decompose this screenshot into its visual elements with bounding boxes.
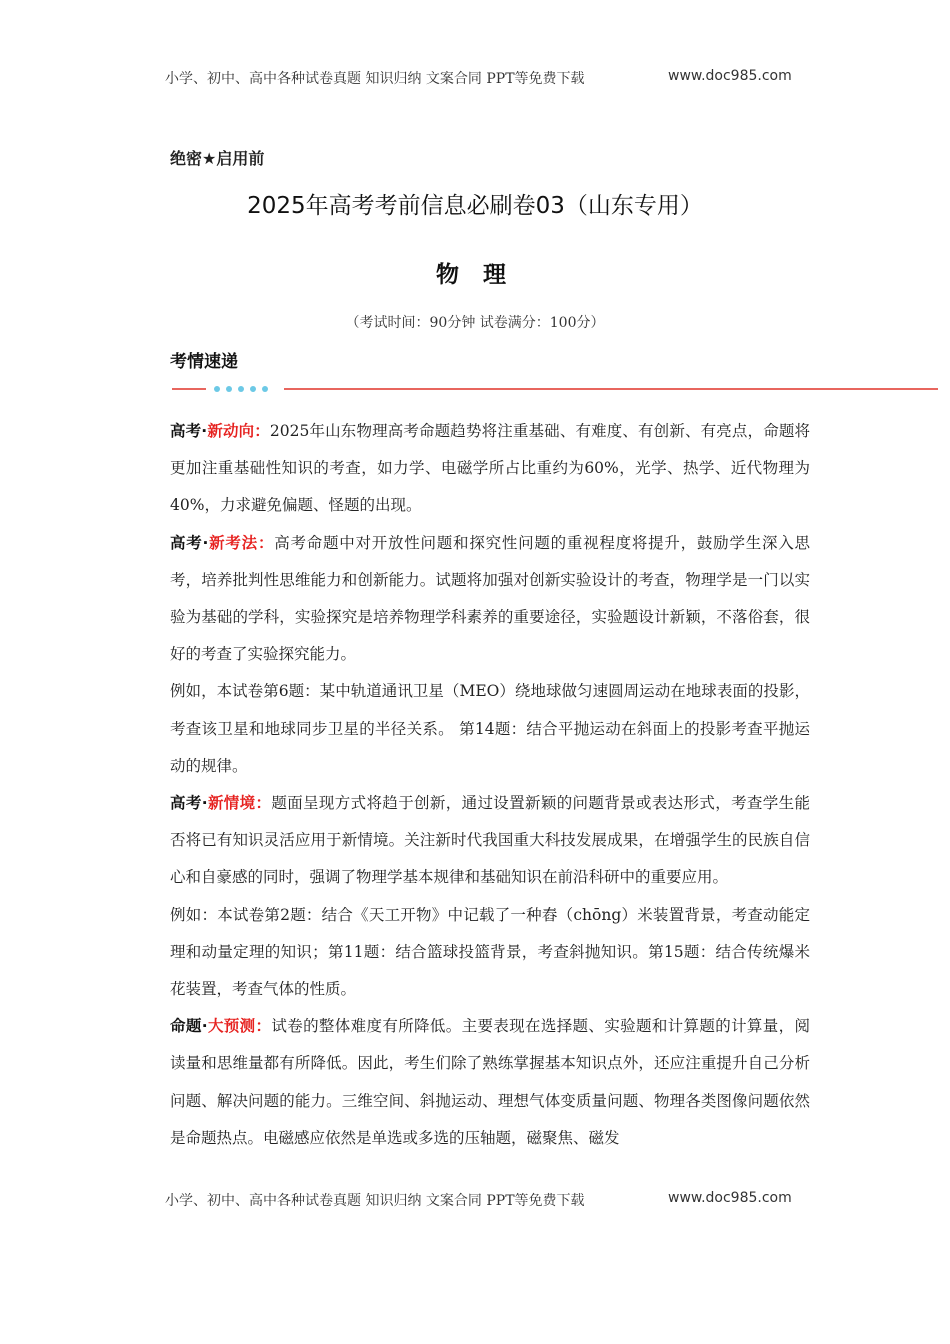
paragraph-new-method	[170, 525, 810, 674]
secret-label: 绝密★启用前	[170, 149, 265, 168]
paragraph-text: 题面呈现方式将趋于创新，通过设置新颖的问题背景或表达形式，考查学生能否将已有知识灵活应用于新情境。关注新时代我国重大科技发展成果，在增强学生的民族自信心和自豪感的同时，强调了物理学基本规律和基础知识在前沿科研中的重要应用。	[170, 794, 810, 887]
header-url: www.doc985.com	[668, 68, 792, 84]
divider-dot	[262, 386, 268, 392]
footer-url: www.doc985.com	[668, 1190, 792, 1206]
divider-dot	[214, 386, 220, 392]
paragraph-sep: ：	[255, 794, 272, 813]
paragraph-new-trend	[170, 413, 810, 525]
divider-line-left	[172, 388, 206, 390]
footer-text: 小学、初中、高中各种试卷真题 知识归纳 文案合同 PPT等免费下载	[165, 1193, 585, 1209]
section-divider	[172, 380, 938, 398]
divider-line-right	[284, 388, 938, 390]
divider-dot	[238, 386, 244, 392]
paragraph-lead: 高考·	[170, 533, 209, 552]
paragraph-sep: ：	[255, 1017, 272, 1036]
paragraph-sep: ：	[257, 533, 275, 552]
paragraph-lead: 高考·	[170, 422, 208, 440]
paragraph-tag: 新动向	[207, 422, 255, 440]
page-header	[0, 68, 950, 90]
paragraph-sep: ：	[254, 422, 270, 440]
paragraph-new-context	[170, 785, 810, 897]
paragraph-lead: 命题·	[170, 1017, 208, 1036]
paragraph-lead: 高考·	[170, 794, 208, 813]
paragraph-example-1: 例如，本试卷第6题：某中轨道通讯卫星（MEO）绕地球做匀速圆周运动在地球表面的投影，考查该卫星和地球同步卫星的半径关系。 第14题：结合平抛运动在斜面上的投影考查平抛运动的规律。	[170, 682, 810, 775]
divider-dot	[226, 386, 232, 392]
exam-info: （考试时间：90分钟 试卷满分：100分）	[345, 315, 605, 331]
header-text: 小学、初中、高中各种试卷真题 知识归纳 文案合同 PPT等免费下载	[165, 71, 585, 87]
paragraph-tag: 新考法	[208, 533, 258, 552]
paragraph-prediction	[170, 1008, 810, 1157]
divider-dot	[250, 386, 256, 392]
divider-dots	[214, 384, 274, 403]
section-title: 考情速递	[170, 352, 238, 372]
page-footer	[0, 1190, 950, 1212]
paragraph-text: 试卷的整体难度有所降低。主要表现在选择题、实验题和计算题的计算量，阅读量和思维量都有所降低。因此，考生们除了熟练掌握基本知识点外，还应注重提升自己分析问题、解决问题的能力。三维空间、斜抛运动、理想气体变质量问题、物理各类图像问题依然是命题热点。电磁感应依然是单选或多选的压轴题，磁聚焦、磁发	[170, 1017, 810, 1147]
body-text	[170, 413, 810, 1157]
paragraph-tag: 大预测	[207, 1017, 256, 1036]
page-title: 2025年高考考前信息必刷卷03（山东专用）	[247, 193, 703, 219]
paragraph-text: 高考命题中对开放性问题和探究性问题的重视程度将提升，鼓励学生深入思考，培养批判性思维能力和创新能力。试题将加强对创新实验设计的考查，物理学是一门以实验为基础的学科，实验探究是培养物理学科素养的重要途径，实验题设计新颖，不落俗套，很好的考查了实验探究能力。	[170, 533, 810, 664]
paragraph-tag: 新情境	[207, 794, 256, 813]
paragraph-example-2: 例如：本试卷第2题：结合《天工开物》中记载了一种舂（chōng）米装置背景，考查动能定理和动量定理的知识；第11题：结合篮球投篮背景，考查斜抛知识。第15题：结合传统爆米花装置，考查气体的性质。	[170, 905, 810, 999]
paragraph-text: 2025年山东物理高考命题趋势将注重基础、有难度、有创新、有亮点，命题将更加注重基础性知识的考查，如力学、电磁学所占比重约为60%，光学、热学、近代物理为40%，力求避免偏题、怪题的出现。	[170, 422, 810, 515]
subject-title: 物 理	[435, 262, 514, 288]
